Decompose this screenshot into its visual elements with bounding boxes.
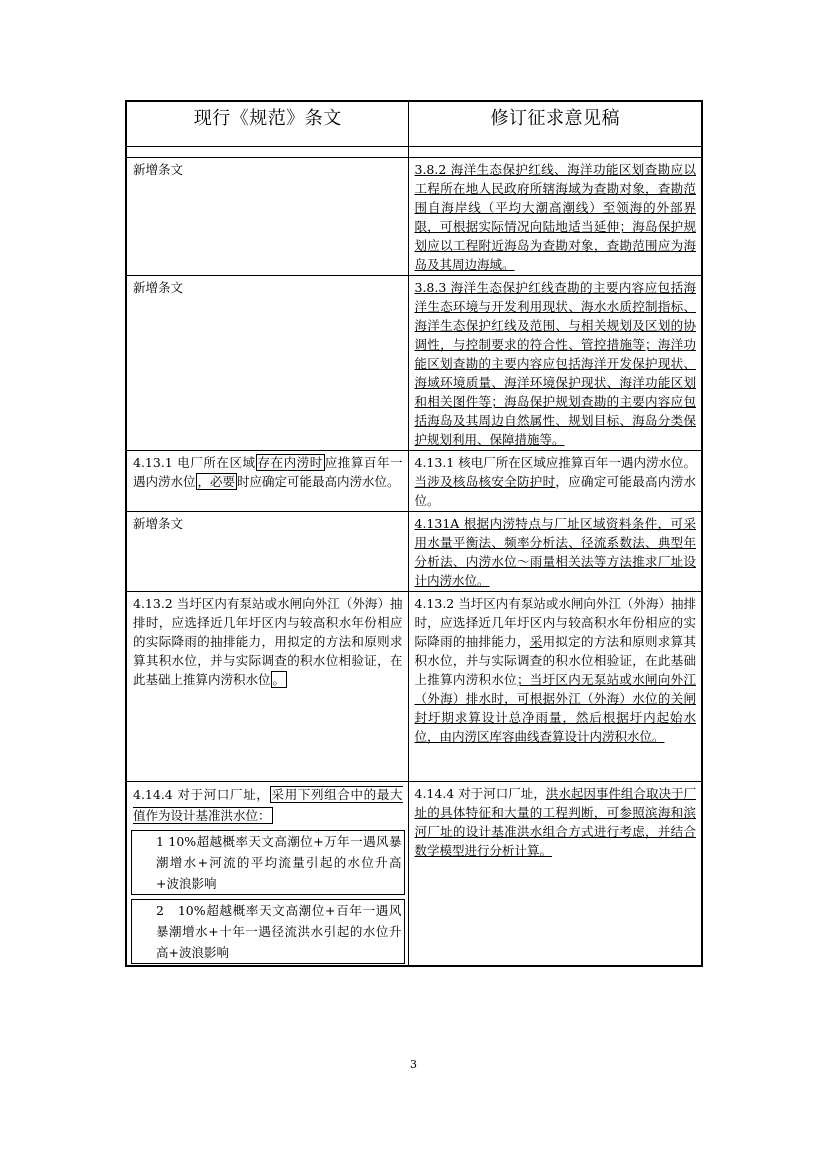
boxed-deletion: 采用下列组合中的最大值作为设计基准洪水位： [133, 787, 403, 823]
table-row [126, 158, 702, 276]
revised-text: ，应确定可能最高内涝水位。 [414, 474, 696, 508]
revised-text: 4.14.4 对于河口厂址， [414, 786, 546, 801]
revised-text: 4.13.2 当圩区内有泵站或水闸向外江（外海）抽排时，应选择近几年圩区内与较高积水年份相应的实际降雨的抽排能力， [414, 596, 696, 649]
revised-text: 4.13.1 核电厂所在区域应推算百年一遇内涝水位。 [414, 455, 696, 470]
revised-cell [408, 276, 702, 451]
boxed-deletion: 。 [272, 672, 286, 687]
current-cell [126, 782, 408, 967]
current-text: 时应确定可能最高内涝水位。 [237, 474, 400, 489]
boxed-deletion: 存在内涝时 [257, 455, 323, 470]
current-text: 4.13.1 电厂所在区域 [133, 455, 256, 470]
revised-text: 3.8.2 海洋生态保护红线、海洋功能区划查勘应以工程所在地人民政府所辖海域为查勘对象，查勘范围自海岸线（平均大潮高潮线）至领海的外部界限，可根据实际情况向陆地适当延伸；海岛保护规划应以工程附近海岛为查勘对象，查勘范围应为海岛及其周边海域。 [414, 162, 696, 272]
header-row [126, 101, 702, 147]
table-row [126, 276, 702, 451]
revised-text: 3.8.3 海洋生态保护红线查勘的主要内容应包括海洋生态环境与开发利用现状、海水水质控制指标、海洋生态保护红线及范围、与相关规划及区划的协调性，与控制要求的符合性、管控措施等；海洋功能区划查勘的主要内容应包括海洋开发保护现状、海域环境质量、海洋环境保护现状、海洋功能区划和相关图件等；海岛保护规划查勘的主要内容应包括海岛及其周边自然属性、规划目标、海岛分类保护规划利用、保障措施等。 [414, 280, 696, 447]
table-row [126, 782, 702, 967]
current-cell [126, 592, 408, 782]
table-row [126, 592, 702, 782]
current-cell [126, 451, 408, 512]
revised-insertion: ；当圩区内无泵站或水闸向外江（外海）排水时，可根据外江（外海）水位的关闸封圩期求算设计总净雨量，然后根据圩内起始水位，由内涝区库容曲线查算设计内涝积水位。 [414, 672, 696, 744]
current-text: 应推算百年一遇内涝水位 [133, 455, 403, 489]
current-cell: 新增条文 [126, 158, 408, 276]
boxed-deletion: ，必要 [197, 474, 236, 489]
revised-cell [408, 158, 702, 276]
revised-cell [408, 592, 702, 782]
header-current: 现行《规范》条文 [126, 101, 408, 147]
current-cell: 新增条文 [126, 276, 408, 451]
revised-insertion: 采 [529, 634, 543, 649]
revised-insertion: 洪水起因事件组合取决于厂址的具体特征和大量的工程判断，可参照滨海和滨河厂址的设计基准洪水组合方式进行考虑，并结合数学模型进行分析计算。 [414, 786, 696, 858]
current-cell: 新增条文 [126, 512, 408, 592]
spacer-row [126, 147, 702, 158]
revised-insertion: 当涉及核岛核安全防护时 [414, 474, 556, 489]
boxed-item: 1 10%超越概率天文高潮位+万年一遇风暴潮增水+河流的平均流量引起的水位升高+波浪影响 [131, 830, 405, 895]
revised-text: 用拟定的方法和原则求算其积水位，并与实际调查的积水位相验证，在此基础上推算内涝积水位 [414, 634, 696, 687]
page-number: 3 [410, 1058, 417, 1071]
revised-cell [408, 451, 702, 512]
revised-cell [408, 782, 702, 967]
revised-text: 4.131A 根据内涝特点与厂址区域资料条件，可采用水量平衡法、频率分析法、径流系数法、典型年分析法、内涝水位～雨量相关法等方法推求厂址设计内涝水位。 [414, 516, 696, 588]
table-row [126, 512, 702, 592]
current-text: 4.13.2 当圩区内有泵站或水闸向外江（外海）抽排时，应选择近几年圩区内与较高积水年份相应的实际降雨的抽排能力，用拟定的方法和原则求算其积水位，并与实际调查的积水位相验证，在此基础上推算内涝积水位 [133, 596, 403, 687]
header-revised: 修订征求意见稿 [408, 101, 702, 147]
current-text: 4.14.4 对于河口厂址， [133, 787, 270, 802]
table-row [126, 451, 702, 512]
boxed-item: 2 10%超越概率天文高潮位+百年一遇风暴潮增水+十年一遇径流洪水引起的水位升高+波浪影响 [131, 899, 405, 964]
comparison-table [125, 100, 703, 967]
revised-cell [408, 512, 702, 592]
